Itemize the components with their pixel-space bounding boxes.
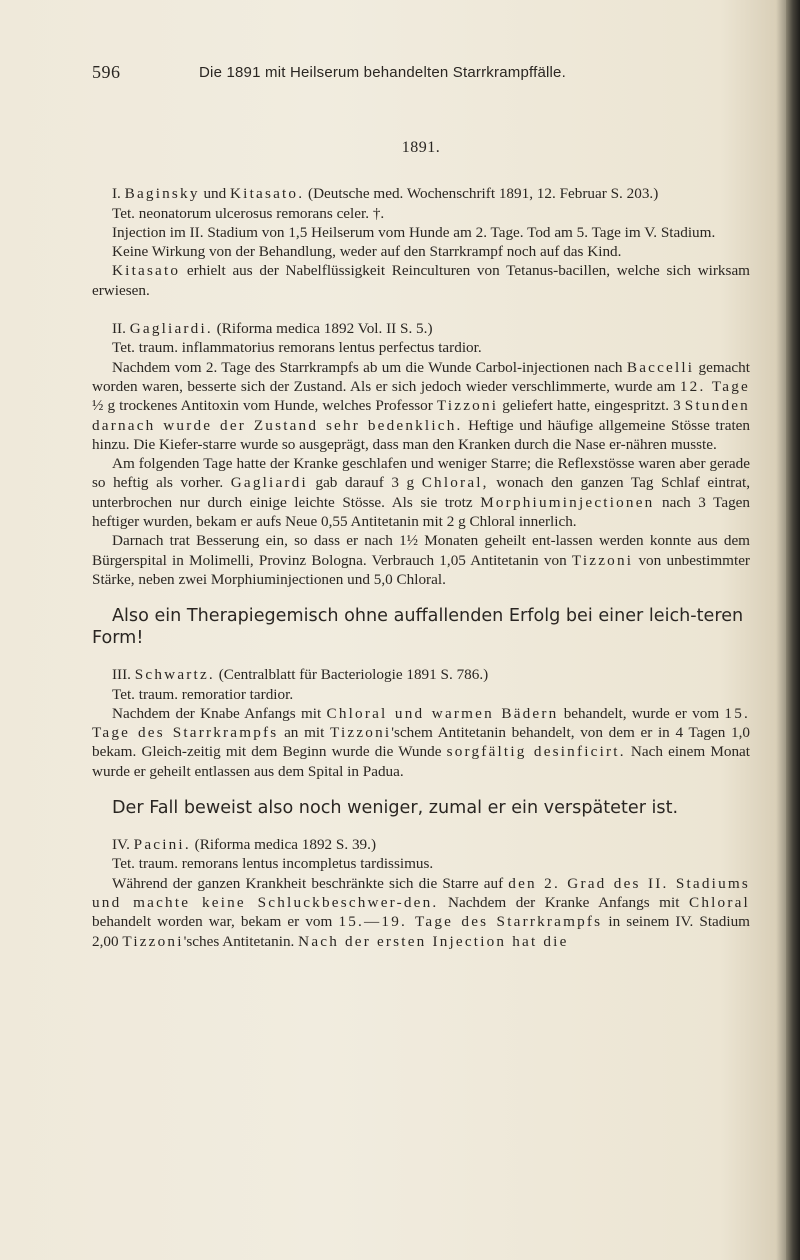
case-2-p1-b: gemacht worden waren, besserte sich der Zustand. Als er sich jedoch wieder verschlimmerte, wurde am [92, 358, 750, 395]
case-4-reference [92, 835, 750, 854]
case-2-citation: (Riforma medica 1892 Vol. II S. 5.) [212, 320, 433, 338]
section-gap [92, 589, 750, 605]
case-4-p1-spaced-4: Nach der ersten Injection hat die [298, 932, 569, 950]
case-3-p1-b: behandelt, wurde er vom [558, 704, 725, 722]
case-2-paragraph-1 [92, 358, 750, 454]
case-1-paragraph-3 [92, 261, 750, 300]
case-4-p1-spaced-3: 15.—19. Tage des Starrkrampfs [338, 913, 603, 931]
case-3-p1-a: Nachdem der Knabe Anfangs mit [112, 704, 327, 722]
case-3-paragraph-1 [92, 704, 750, 781]
section-gap [92, 649, 750, 665]
case-2-p3-name: Tizzoni [571, 551, 634, 569]
case-3-numeral: III. [112, 666, 135, 684]
case-4-p1-name: Tizzoni [122, 932, 184, 950]
case-1-author-2: Kitasato. [230, 185, 305, 203]
case-2-p2-spaced-1: Chloral, [421, 474, 489, 492]
case-2-p1-name-2: Tizzoni [436, 397, 499, 415]
case-3-p1-d: 'schem Antitetanin behandelt, von dem er in 4 Tagen 1,0 bekam. Gleich-zeitig mit dem Beginn wurde die Wunde [92, 724, 751, 761]
case-4-author: Pacini. [133, 836, 191, 854]
case-2-paragraph-3 [92, 531, 750, 589]
case-2-paragraph-2 [92, 454, 750, 531]
case-4-p1-c: behandelt worden war, bekam er vom [92, 913, 339, 931]
case-4-numeral: IV. [112, 836, 134, 854]
section-gap [92, 781, 750, 797]
case-1-paragraph-1: Injection im II. Stadium von 1,5 Heilserum vom Hunde am 2. Tage. Tod am 5. Tage im V. Stadium. [112, 223, 716, 241]
case-2-p2-a: Am folgenden Tage hatte der Kranke geschlafen und weniger Starre; die Reflexstösse waren aber gerade so heftig als vorher. [92, 455, 750, 492]
book-spine-shadow [786, 0, 800, 1260]
case-2-p2-spaced-2: Morphiuminjectionen [480, 493, 655, 511]
case-2-p1-name-1: Baccelli [626, 358, 695, 376]
case-3-reference [92, 665, 750, 684]
case-2-p1-a: Nachdem vom 2. Tage des Starrkrampfs ab um die Wunde Carbol-injectionen nach [112, 358, 627, 376]
case-4-p1-b: Nachdem der Kranke Anfangs mit [438, 893, 690, 911]
case-4-p1-spaced-2: Chloral [689, 893, 750, 911]
case-4-p1-e: 'sches Antitetanin. [183, 932, 299, 950]
case-2-p1-spaced-1: 12. Tage [679, 377, 750, 395]
case-2-p1-e: Heftige und häufige allgemeine Stösse traten hinzu. Die Kiefer-starre wurde so ausgeprägt, dass man den Kranken durch die Nase er-nähren musste. [92, 416, 751, 453]
case-3-p1-name: Tizzoni [330, 724, 392, 742]
page-number: 596 [92, 62, 121, 82]
page-body [92, 138, 750, 951]
case-2-p3-b: von unbestimmter Stärke, neben zwei Morphiuminjectionen und 5,0 Chloral. [92, 551, 750, 588]
case-4-p1-a: Während der ganzen Krankheit beschränkte sich die Starre auf [112, 874, 509, 892]
conclusion-1: Also ein Therapiegemisch ohne auffallenden Erfolg bei einer leich-teren Form! [92, 606, 744, 649]
case-1-connector: und [199, 185, 231, 203]
case-2-author: Gagliardi. [129, 320, 213, 338]
case-3-citation: (Centralblatt für Bacteriologie 1891 S. 786.) [214, 666, 489, 684]
case-2-p2-c: wonach den ganzen Tag Schlaf eintrat, unterbrochen nur durch einige leichte Stösse. Als sie trotz [92, 474, 750, 511]
case-4-paragraph-1 [92, 874, 750, 951]
case-2-reference [92, 319, 750, 338]
conclusion-2: Der Fall beweist also noch weniger, zumal er ein verspäteter ist. [112, 798, 679, 819]
case-2-numeral: II. [112, 320, 130, 338]
case-2-p3-a: Darnach trat Besserung ein, so dass er nach 1½ Monaten geheilt ent-lassen werden konnte aus dem Bürgerspital in Molimelli, Provinz Bologna. Verbrauch 1,05 Antitetanin von [92, 532, 750, 569]
case-1-paragraph-2: Keine Wirkung von der Behandlung, weder auf den Starrkrampf noch auf das Kind. [112, 243, 622, 261]
case-4-diagnosis: Tet. traum. remorans lentus incompletus tardissimus. [112, 855, 434, 873]
case-3-p1-spaced-2: 15. Tage des Starrkrampfs [92, 704, 751, 742]
case-3-diagnosis: Tet. traum. remoratior tardior. [112, 685, 294, 703]
case-2-p1-c: ½ g trockenes Antitoxin vom Hunde, welches Professor [92, 397, 437, 415]
year-heading: 1891. [401, 139, 441, 156]
case-1-citation: (Deutsche med. Wochenschrift 1891, 12. Februar S. 203.) [304, 185, 659, 203]
case-1-author-1: Baginsky [124, 185, 200, 203]
case-3-p1-spaced-1: Chloral und warmen Bädern [326, 704, 559, 722]
case-2-diagnosis: Tet. traum. inflammatorius remorans lentus perfectus tardior. [112, 339, 482, 357]
case-1-p3-name: Kitasato [112, 262, 181, 280]
case-2-p1-spaced-2: Stunden darnach wurde der Zustand sehr bedenklich. [92, 397, 750, 434]
case-3-p1-e: Nach einem Monat wurde er geheilt entlassen aus dem Spital in Padua. [92, 743, 750, 780]
case-4-p1-spaced-1: den 2. Grad des II. Stadiums und machte keine Schluckbeschwer-den. [92, 874, 750, 911]
section-gap [92, 300, 750, 319]
case-2-p2-d: nach 3 Tagen heftiger wurden, bekam er aufs Neue 0,55 Antitetanin mit 2 g Chloral innerlich. [92, 493, 751, 531]
case-1-reference [92, 184, 750, 203]
running-title: Die 1891 mit Heilserum behandelten Starrkrampffälle. [199, 64, 566, 81]
section-gap [92, 819, 750, 835]
case-1-p3-text: erhielt aus der Nabelflüssigkeit Reinculturen von Tetanus-bacillen, welche sich wirksam erwiesen. [92, 262, 750, 299]
case-4-p1-d: in seinem IV. Stadium 2,00 [92, 913, 750, 950]
case-1-numeral: I. [112, 185, 125, 203]
page-header [92, 62, 732, 86]
case-3-p1-spaced-3: sorgfältig desinficirt. [446, 743, 626, 761]
case-3-author: Schwartz. [134, 666, 215, 684]
case-2-p2-name: Gagliardi [230, 474, 308, 492]
case-1-diagnosis: Tet. neonatorum ulcerosus remorans celer. †. [112, 204, 385, 222]
case-4-citation: (Riforma medica 1892 S. 39.) [190, 836, 377, 854]
case-3-p1-c: an mit [278, 724, 331, 742]
case-2-p1-d: geliefert hatte, eingespritzt. 3 [498, 397, 685, 415]
case-2-p2-b: gab darauf 3 g [307, 474, 422, 492]
